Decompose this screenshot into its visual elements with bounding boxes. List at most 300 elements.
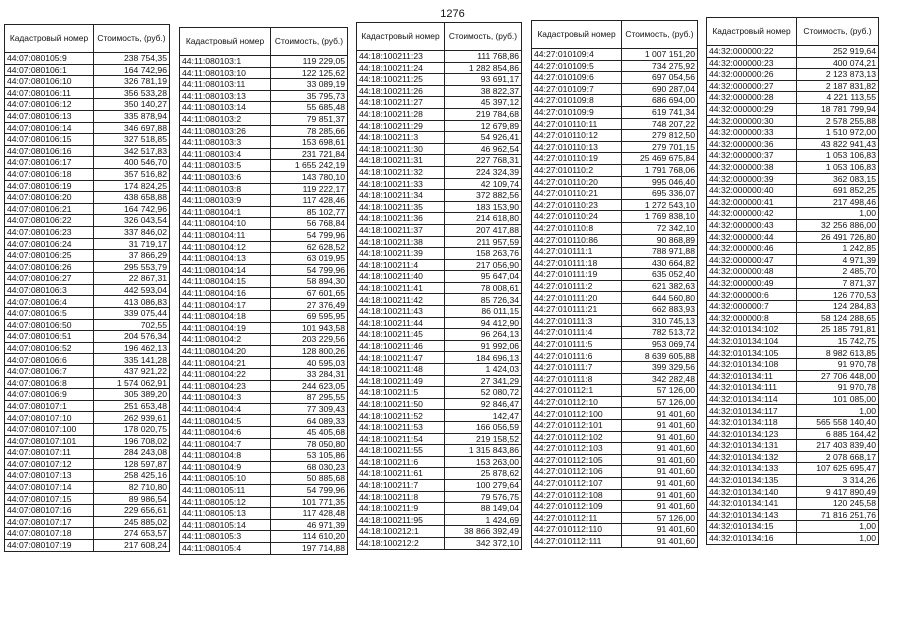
cost-cell: 88 149,04 (445, 503, 522, 515)
cadastral-number-cell: 44:07:080105:9 (5, 53, 94, 65)
cadastral-number-cell: 44:27:010112:101 (532, 420, 622, 432)
cost-cell: 1,00 (797, 405, 879, 417)
cadastral-table-5 (706, 17, 879, 545)
cost-cell: 54 799,96 (271, 229, 348, 241)
cost-cell: 100 279,64 (445, 479, 522, 491)
cadastral-number-cell: 44:27:010109:9 (532, 106, 622, 118)
cost-cell: 184 696,13 (445, 352, 522, 364)
table-row (532, 362, 698, 374)
cadastral-number-cell: 44:27:010112:110 (532, 524, 622, 536)
cadastral-number-cell: 44:18:100211:39 (357, 248, 445, 260)
table-row (180, 125, 348, 137)
cadastral-number-cell: 44:27:010109:4 (532, 49, 622, 61)
table-row (532, 60, 698, 72)
cadastral-number-cell: 44:27:010112:107 (532, 477, 622, 489)
cadastral-number-cell: 44:27:010112:100 (532, 408, 622, 420)
cost-cell: 69 595,95 (271, 311, 348, 323)
table-row (180, 102, 348, 114)
cadastral-number-cell: 44:18:100211:35 (357, 201, 445, 213)
table-row (180, 276, 348, 288)
cost-cell: 79 576,75 (445, 491, 522, 503)
table-row (5, 203, 170, 215)
table-row (357, 190, 522, 202)
table-row (180, 148, 348, 160)
table-row (707, 57, 879, 69)
table-row (532, 257, 698, 269)
cadastral-number-cell: 44:32:000000:48 (707, 266, 797, 278)
cost-cell: 342 517,83 (94, 145, 170, 157)
cost-cell: 158 263,76 (445, 248, 522, 260)
cadastral-number-cell: 44:27:010112:10 (532, 396, 622, 408)
cost-cell: 114 610,20 (271, 531, 348, 543)
cost-cell: 52 080,72 (445, 387, 522, 399)
cost-cell: 953 069,74 (622, 338, 698, 350)
cadastral-number-cell: 44:27:010112:105 (532, 454, 622, 466)
cadastral-number-cell: 44:27:010112:11 (532, 512, 622, 524)
cadastral-number-cell: 44:27:010111:5 (532, 338, 622, 350)
cost-cell: 748 207,22 (622, 118, 698, 130)
table-row (180, 345, 348, 357)
cadastral-number-cell: 44:32:000000:37 (707, 150, 797, 162)
cadastral-number-cell: 44:07:080106:13 (5, 110, 94, 122)
table-row (5, 110, 170, 122)
cadastral-number-cell: 44:18:100211:38 (357, 236, 445, 248)
cadastral-number-cell: 44:11:080104:3 (180, 392, 271, 404)
cadastral-number-cell: 44:18:100211:33 (357, 178, 445, 190)
cadastral-number-cell: 44:18:100211:31 (357, 155, 445, 167)
table-row (532, 443, 698, 455)
header-cadastral-number: Кадастровый номер (532, 21, 622, 49)
cadastral-number-cell: 44:07:080107:18 (5, 528, 94, 540)
cadastral-number-cell: 44:27:010112:108 (532, 489, 622, 501)
table-row (357, 201, 522, 213)
cadastral-number-cell: 44:27:010111:6 (532, 350, 622, 362)
cost-cell: 399 329,56 (622, 362, 698, 374)
table-row (532, 164, 698, 176)
cadastral-number-cell: 44:18:100212:1 (357, 526, 445, 538)
table-row (5, 539, 170, 551)
cadastral-number-cell: 44:11:080104:23 (180, 380, 271, 392)
cost-cell: 54 926,41 (445, 132, 522, 144)
table-row (707, 231, 879, 243)
table-row (707, 173, 879, 185)
cadastral-number-cell: 44:32:000000:49 (707, 277, 797, 289)
table-row (5, 76, 170, 88)
cadastral-number-cell: 44:11:080104:6 (180, 427, 271, 439)
cadastral-table-1 (4, 24, 170, 552)
cadastral-number-cell: 44:11:080104:22 (180, 369, 271, 381)
cadastral-number-cell: 44:18:100211:54 (357, 433, 445, 445)
cadastral-number-cell: 44:11:080103:5 (180, 160, 271, 172)
cost-cell: 101 771,35 (271, 496, 348, 508)
cadastral-number-cell: 44:11:080103:26 (180, 125, 271, 137)
table-row (357, 503, 522, 515)
cadastral-number-cell: 44:27:010112:102 (532, 431, 622, 443)
cadastral-number-cell: 44:32:000000:41 (707, 196, 797, 208)
table-row (180, 311, 348, 323)
cost-cell: 71 816 251,76 (797, 509, 879, 521)
cadastral-number-cell: 44:11:080104:9 (180, 461, 271, 473)
cost-cell: 91 992,06 (445, 340, 522, 352)
cadastral-number-cell: 44:11:080104:16 (180, 287, 271, 299)
cadastral-number-cell: 44:18:100211:5 (357, 387, 445, 399)
table-row (180, 473, 348, 485)
cost-cell: 12 679,89 (445, 120, 522, 132)
table-row (357, 398, 522, 410)
table-row (532, 304, 698, 316)
cost-cell: 211 957,59 (445, 236, 522, 248)
table-row (180, 241, 348, 253)
cost-cell: 78 285,66 (271, 125, 348, 137)
cost-cell: 335 878,94 (94, 110, 170, 122)
cost-cell: 26 491 726,80 (797, 231, 879, 243)
cost-cell: 244 623,05 (271, 380, 348, 392)
table-row (357, 433, 522, 445)
cost-cell: 91 401,60 (622, 477, 698, 489)
table-row (5, 331, 170, 343)
cost-cell: 91 401,60 (622, 431, 698, 443)
cost-cell: 92 846,47 (445, 398, 522, 410)
cost-cell: 178 020,75 (94, 424, 170, 436)
table-row (5, 435, 170, 447)
cost-cell: 229 656,61 (94, 505, 170, 517)
table-row (707, 359, 879, 371)
cost-cell: 25 185 791,81 (797, 324, 879, 336)
cost-cell: 67 601,65 (271, 287, 348, 299)
table-row (180, 403, 348, 415)
table-row (180, 287, 348, 299)
cadastral-number-cell: 44:11:080103:4 (180, 148, 271, 160)
cadastral-number-cell: 44:32:010134:104 (707, 335, 797, 347)
table-row (532, 222, 698, 234)
cost-cell: 117 428,48 (271, 508, 348, 520)
cost-cell: 94 412,90 (445, 317, 522, 329)
table-row (5, 250, 170, 262)
cadastral-number-cell: 44:07:080107:1 (5, 400, 94, 412)
table-row (180, 380, 348, 392)
table-row (707, 440, 879, 452)
cost-cell: 788 971,88 (622, 246, 698, 258)
table-row (707, 393, 879, 405)
cost-cell: 38 866 392,49 (445, 526, 522, 538)
cadastral-number-cell: 44:11:080103:10 (180, 67, 271, 79)
table-row (357, 479, 522, 491)
cost-cell: 43 822 941,43 (797, 138, 879, 150)
cost-cell: 15 742,75 (797, 335, 879, 347)
cadastral-number-cell: 44:11:080104:19 (180, 322, 271, 334)
cadastral-number-cell: 44:27:010110:24 (532, 211, 622, 223)
cost-cell: 117 428,46 (271, 195, 348, 207)
cost-cell: 251 653,48 (94, 400, 170, 412)
cost-cell: 33 089,19 (271, 79, 348, 91)
cadastral-number-cell: 44:07:080107:14 (5, 481, 94, 493)
table-row (532, 420, 698, 432)
header-cost: Стоимость, (руб.) (94, 25, 170, 53)
table-row (357, 514, 522, 526)
table-row (707, 509, 879, 521)
table-row (532, 524, 698, 536)
cost-cell: 45 397,12 (445, 97, 522, 109)
cost-cell: 25 878,62 (445, 468, 522, 480)
cost-cell: 1,00 (797, 532, 879, 544)
cost-cell: 350 140,27 (94, 99, 170, 111)
cadastral-number-cell: 44:07:080107:10 (5, 412, 94, 424)
table-row (5, 226, 170, 238)
table-row (707, 80, 879, 92)
cost-cell: 128 800,26 (271, 345, 348, 357)
cadastral-number-cell: 44:11:080105:3 (180, 531, 271, 543)
cadastral-number-cell: 44:11:080105:12 (180, 496, 271, 508)
cost-cell: 702,55 (94, 319, 170, 331)
cost-cell: 57 126,00 (622, 512, 698, 524)
cadastral-number-cell: 44:27:010110:19 (532, 153, 622, 165)
cadastral-number-cell: 44:11:080103:13 (180, 90, 271, 102)
cadastral-number-cell: 44:07:080106:26 (5, 261, 94, 273)
cost-cell: 78 050,80 (271, 438, 348, 450)
cost-cell: 734 275,92 (622, 60, 698, 72)
table-row (707, 474, 879, 486)
table-row (5, 516, 170, 528)
table-row (532, 83, 698, 95)
cost-cell: 1 791 768,06 (622, 164, 698, 176)
cost-cell: 1 272 543,10 (622, 199, 698, 211)
table-row (180, 113, 348, 125)
table-row (707, 382, 879, 394)
table-row (707, 219, 879, 231)
cost-cell: 1 053 106,83 (797, 161, 879, 173)
table-row (5, 145, 170, 157)
cadastral-number-cell: 44:27:010111:8 (532, 373, 622, 385)
cost-cell: 224 324,39 (445, 166, 522, 178)
cost-cell: 62 628,52 (271, 241, 348, 253)
cost-cell: 245 885,02 (94, 516, 170, 528)
cadastral-number-cell: 44:32:010134:114 (707, 393, 797, 405)
table-row (532, 188, 698, 200)
cadastral-number-cell: 44:07:080106:16 (5, 145, 94, 157)
table-row (357, 248, 522, 260)
cadastral-number-cell: 44:07:080106:19 (5, 180, 94, 192)
cost-cell: 695 336,07 (622, 188, 698, 200)
cadastral-number-cell: 44:18:100211:26 (357, 85, 445, 97)
cost-cell: 279 812,50 (622, 130, 698, 142)
table-row (5, 168, 170, 180)
cost-cell: 142,47 (445, 410, 522, 422)
cost-cell: 46 971,39 (271, 519, 348, 531)
table-row (180, 496, 348, 508)
cadastral-number-cell: 44:27:010110:12 (532, 130, 622, 142)
table-row (357, 74, 522, 86)
cadastral-number-cell: 44:27:010111:2 (532, 280, 622, 292)
cadastral-number-cell: 44:11:080103:8 (180, 183, 271, 195)
table-row (532, 95, 698, 107)
cadastral-number-cell: 44:27:010112:103 (532, 443, 622, 455)
cadastral-number-cell: 44:11:080104:1 (180, 206, 271, 218)
cadastral-number-cell: 44:18:100211:6 (357, 456, 445, 468)
cadastral-number-cell: 44:32:000000:33 (707, 127, 797, 139)
cost-cell: 217 403 839,40 (797, 440, 879, 452)
cost-cell: 327 518,85 (94, 134, 170, 146)
cadastral-number-cell: 44:07:080107:101 (5, 435, 94, 447)
table-row (357, 422, 522, 434)
cadastral-number-cell: 44:18:100211:27 (357, 97, 445, 109)
cost-cell: 339 075,44 (94, 308, 170, 320)
table-row (5, 412, 170, 424)
cadastral-number-cell: 44:32:010134:11 (707, 370, 797, 382)
table-row (180, 171, 348, 183)
table-row (707, 266, 879, 278)
table-row (707, 277, 879, 289)
cadastral-number-cell: 44:11:080104:7 (180, 438, 271, 450)
table-row (532, 501, 698, 513)
table-row (707, 532, 879, 544)
table-row (180, 299, 348, 311)
cost-cell: 18 781 799,94 (797, 103, 879, 115)
cadastral-number-cell: 44:07:080106:17 (5, 157, 94, 169)
cost-cell: 111 768,86 (445, 51, 522, 63)
cost-cell: 204 576,34 (94, 331, 170, 343)
cadastral-number-cell: 44:32:010134:143 (707, 509, 797, 521)
table-row (357, 282, 522, 294)
cadastral-number-cell: 44:18:100211:45 (357, 329, 445, 341)
cost-cell: 2 078 668,17 (797, 451, 879, 463)
cadastral-number-cell: 44:32:000000:36 (707, 138, 797, 150)
table-row (707, 463, 879, 475)
table-row (357, 224, 522, 236)
cadastral-number-cell: 44:18:100211:61 (357, 468, 445, 480)
cadastral-number-cell: 44:18:100212:2 (357, 537, 445, 549)
table-row (707, 405, 879, 417)
cadastral-number-cell: 44:27:010110:13 (532, 141, 622, 153)
cost-cell: 107 625 695,47 (797, 463, 879, 475)
cost-cell: 54 799,96 (271, 264, 348, 276)
table-row (532, 408, 698, 420)
cost-cell: 119 229,05 (271, 56, 348, 68)
table-row (180, 484, 348, 496)
cadastral-number-cell: 44:18:100211:7 (357, 479, 445, 491)
cost-cell: 217 056,90 (445, 259, 522, 271)
cost-cell: 164 742,96 (94, 203, 170, 215)
table-row (5, 261, 170, 273)
table-row (180, 322, 348, 334)
cadastral-number-cell: 44:07:080106:18 (5, 168, 94, 180)
cadastral-number-cell: 44:07:080106:7 (5, 366, 94, 378)
table-row (357, 132, 522, 144)
cost-cell: 77 309,43 (271, 403, 348, 415)
table-row (357, 375, 522, 387)
cadastral-table-4 (531, 20, 698, 548)
cost-cell: 91 401,60 (622, 443, 698, 455)
table-row (5, 424, 170, 436)
cost-cell: 126 770,53 (797, 289, 879, 301)
cadastral-number-cell: 44:32:000000:27 (707, 80, 797, 92)
cost-cell: 68 030,23 (271, 461, 348, 473)
table-row (5, 215, 170, 227)
cost-cell: 284 243,08 (94, 447, 170, 459)
table-row (5, 273, 170, 285)
cost-cell: 400 074,21 (797, 57, 879, 69)
cadastral-number-cell: 44:32:000000:46 (707, 243, 797, 255)
cadastral-number-cell: 44:18:100211:23 (357, 51, 445, 63)
cost-cell: 2 123 873,13 (797, 69, 879, 81)
cadastral-number-cell: 44:27:010111:21 (532, 304, 622, 316)
cost-cell: 1 424,03 (445, 364, 522, 376)
cadastral-number-cell: 44:07:080107:12 (5, 458, 94, 470)
cost-cell: 91 970,78 (797, 382, 879, 394)
cadastral-number-cell: 44:18:100211:42 (357, 294, 445, 306)
cost-cell: 305 389,20 (94, 389, 170, 401)
cadastral-number-cell: 44:11:080104:15 (180, 276, 271, 288)
cadastral-number-cell: 44:11:080103:3 (180, 137, 271, 149)
cost-cell: 782 513,72 (622, 327, 698, 339)
table-row (180, 450, 348, 462)
cost-cell: 196 708,02 (94, 435, 170, 447)
cost-cell: 72 342,10 (622, 222, 698, 234)
cost-cell: 58 894,30 (271, 276, 348, 288)
table-row (532, 535, 698, 547)
cadastral-number-cell: 44:27:010109:8 (532, 95, 622, 107)
cadastral-number-cell: 44:32:000000:43 (707, 219, 797, 231)
cost-cell: 57 126,00 (622, 396, 698, 408)
cost-cell: 1 510 972,00 (797, 127, 879, 139)
cadastral-number-cell: 44:18:100211:4 (357, 259, 445, 271)
table-row (707, 161, 879, 173)
table-row (707, 521, 879, 533)
cost-cell: 203 229,56 (271, 334, 348, 346)
table-row (180, 264, 348, 276)
cadastral-number-cell: 44:32:010134:141 (707, 498, 797, 510)
cadastral-number-cell: 44:32:010134:102 (707, 324, 797, 336)
cadastral-number-cell: 44:27:010111:3 (532, 315, 622, 327)
cadastral-number-cell: 44:11:080103:6 (180, 171, 271, 183)
cost-cell: 95 647,04 (445, 271, 522, 283)
cost-cell: 635 052,40 (622, 269, 698, 281)
cost-cell: 8 982 613,85 (797, 347, 879, 359)
table-row (357, 306, 522, 318)
cost-cell: 1 769 838,10 (622, 211, 698, 223)
table-row (357, 352, 522, 364)
table-row (707, 301, 879, 313)
cadastral-number-cell: 44:07:080107:19 (5, 539, 94, 551)
cadastral-number-cell: 44:07:080106:10 (5, 76, 94, 88)
cadastral-number-cell: 44:07:080106:4 (5, 296, 94, 308)
table-row (5, 284, 170, 296)
cadastral-number-cell: 44:11:080104:17 (180, 299, 271, 311)
cost-cell: 372 882,56 (445, 190, 522, 202)
cost-cell: 207 417,88 (445, 224, 522, 236)
cost-cell: 437 921,22 (94, 366, 170, 378)
table-row (532, 106, 698, 118)
cadastral-number-cell: 44:07:080106:52 (5, 342, 94, 354)
cadastral-number-cell: 44:11:080104:18 (180, 311, 271, 323)
cost-cell: 57 126,00 (622, 385, 698, 397)
cost-cell: 346 697,88 (94, 122, 170, 134)
table-row (180, 137, 348, 149)
cadastral-number-cell: 44:18:100211:46 (357, 340, 445, 352)
table-row (180, 195, 348, 207)
cadastral-number-cell: 44:32:010134:108 (707, 359, 797, 371)
cost-cell: 1 655 242,19 (271, 160, 348, 172)
cost-cell: 32 256 886,00 (797, 219, 879, 231)
cost-cell: 124 284,83 (797, 301, 879, 313)
cost-cell: 120 245,58 (797, 498, 879, 510)
cadastral-number-cell: 44:32:000000:30 (707, 115, 797, 127)
cadastral-number-cell: 44:18:100211:52 (357, 410, 445, 422)
cadastral-number-cell: 44:07:080106:9 (5, 389, 94, 401)
cadastral-number-cell: 44:07:080107:16 (5, 505, 94, 517)
cost-cell: 45 405,68 (271, 427, 348, 439)
cadastral-number-cell: 44:32:000000:38 (707, 161, 797, 173)
table-row (707, 138, 879, 150)
